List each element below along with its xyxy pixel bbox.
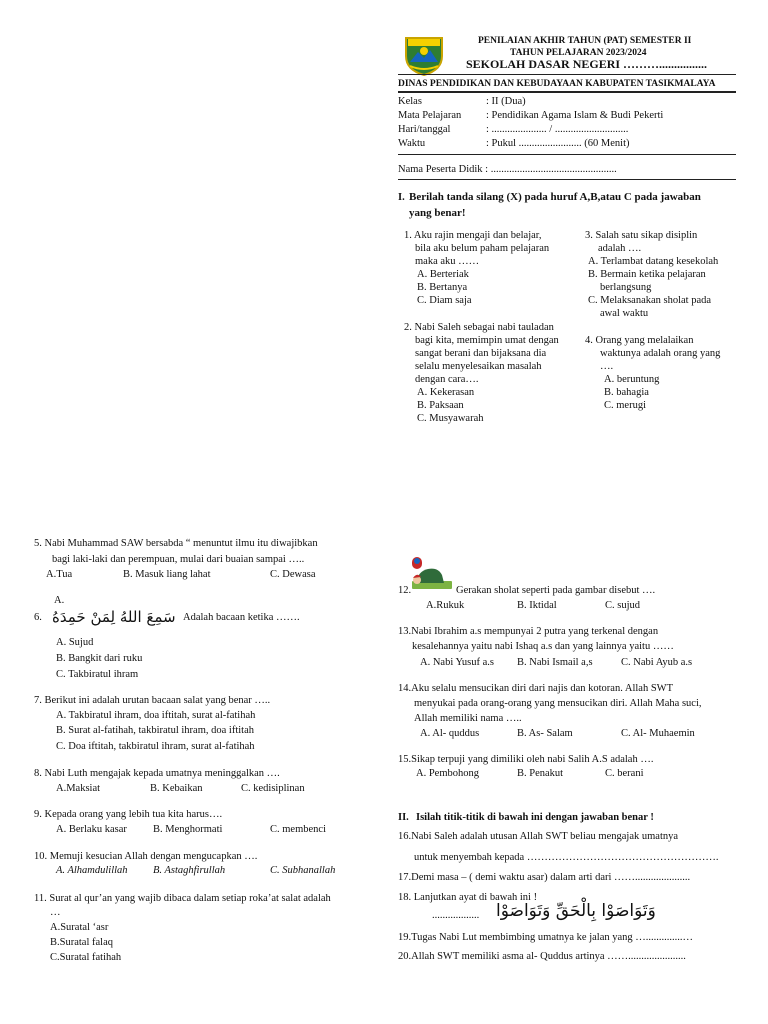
q15-option-b[interactable]: B. Penakut <box>517 768 564 779</box>
dinas-name: DINAS PENDIDIKAN DAN KEBUDAYAAN KABUPATEN TASIKMALAYA <box>398 79 716 89</box>
kelas-label: Kelas <box>398 96 422 107</box>
q11-option-b[interactable]: B.Suratal falaq <box>50 937 113 948</box>
q5-option-c[interactable]: C. Dewasa <box>270 569 316 580</box>
kelas-value: : II (Dua) <box>486 96 526 107</box>
q5-line2: bagi laki-laki dan perempuan, mulai dari buaian sampai ….. <box>52 554 305 565</box>
q9-option-b[interactable]: B. Menghormati <box>153 824 223 835</box>
q5-option-a[interactable]: A.Tua <box>46 569 73 580</box>
q4-option-a[interactable]: A. beruntung <box>604 374 660 385</box>
q1-line3: maka aku …… <box>415 256 480 267</box>
exam-title: PENILAIAN AKHIR TAHUN (PAT) SEMESTER II <box>478 36 692 46</box>
q16-line1: 16.Nabi Saleh adalah utusan Allah SWT beliau mengajak umatnya <box>398 831 679 842</box>
header-divider <box>398 74 736 75</box>
q19-question: 19.Tugas Nabi Lut membimbing umatnya ke jalan yang …..............… <box>398 932 694 943</box>
q13-line1: 13.Nabi Ibrahim a.s mempunyai 2 putra yang terkenal dengan <box>398 626 659 637</box>
q6-option-b[interactable]: B. Bangkit dari ruku <box>56 653 143 664</box>
q14-option-a[interactable]: A. Al- quddus <box>420 728 480 739</box>
q6-option-c[interactable]: C. Takbiratul ihram <box>56 669 139 680</box>
q2-line5: dengan cara…. <box>415 374 479 385</box>
q4-line2: waktunya adalah orang yang <box>600 348 721 359</box>
academic-year: TAHUN PELAJARAN 2023/2024 <box>510 48 647 58</box>
q5-stray-label: A. <box>54 595 65 606</box>
q14-line1: 14.Aku selalu mensucikan diri dari najis dan kotoran. Allah SWT <box>398 683 673 694</box>
q1-option-a[interactable]: A. Berteriak <box>417 269 469 280</box>
q7-option-b[interactable]: B. Surat al-fatihah, takbiratul ihram, doa iftitah <box>56 725 254 736</box>
q4-option-b[interactable]: B. bahagia <box>604 387 649 398</box>
section2-number: II. <box>398 812 409 823</box>
q9-question: 9. Kepada orang yang lebih tua kita harus…. <box>34 809 223 820</box>
q5-option-b[interactable]: B. Masuk liang lahat <box>123 569 211 580</box>
mapel-value: : Pendidikan Agama Islam & Budi Pekerti <box>486 110 664 121</box>
q11-option-c[interactable]: C.Suratal fatihah <box>50 952 122 963</box>
q10-question: 10. Memuji kesucian Allah dengan mengucapkan …. <box>34 851 258 862</box>
q8-option-a[interactable]: A.Maksiat <box>56 783 101 794</box>
q11-option-a[interactable]: A.Suratal ‘asr <box>50 922 109 933</box>
q13-option-a[interactable]: A. Nabi Yusuf a.s <box>420 657 494 668</box>
q2-line2: bagi kita, memimpin umat dengan <box>415 335 559 346</box>
q3-option-b[interactable]: B. Bermain ketika pelajaran <box>588 269 706 280</box>
q7-option-c[interactable]: C. Doa iftitah, takbiratul ihram, surat al-fatihah <box>56 741 255 752</box>
q14-line3: Allah memiliki nama ….. <box>414 713 522 724</box>
q11-line2: … <box>50 907 61 918</box>
section1-number: I. <box>398 192 405 203</box>
q18-arabic-verse: وَتَوَاصَوْا بِالْحَقِّ وَتَوَاصَوْا <box>496 901 656 921</box>
q13-option-b[interactable]: B. Nabi Ismail a,s <box>517 657 593 668</box>
q1-line1: 1. Aku rajin mengaji dan belajar, <box>404 230 542 241</box>
q8-question: 8. Nabi Luth mengajak kepada umatnya meninggalkan …. <box>34 768 280 779</box>
q5-line1: 5. Nabi Muhammad SAW bersabda “ menuntut ilmu itu diwajibkan <box>34 538 318 549</box>
hari-value: : ..................... / ............................ <box>486 124 629 135</box>
q4-option-c[interactable]: C. merugi <box>604 400 646 411</box>
q17-question: 17.Demi masa – ( demi waktu asar) dalam arti dari ……..................... <box>398 872 691 883</box>
mapel-label: Mata Pelajaran <box>398 110 462 121</box>
waktu-label: Waktu <box>398 138 426 149</box>
sujud-illustration <box>404 553 454 593</box>
q1-line2: bila aku belum paham pelajaran <box>415 243 550 254</box>
q9-option-a[interactable]: A. Berlaku kasar <box>56 824 127 835</box>
q2-option-c[interactable]: C. Musyawarah <box>417 413 484 424</box>
q10-option-a[interactable]: A. Alhamdulillah <box>56 865 128 876</box>
nama-divider <box>398 179 736 180</box>
q14-option-b[interactable]: B. As- Salam <box>517 728 573 739</box>
q4-line1: 4. Orang yang melalaikan <box>585 335 694 346</box>
q6-question: Adalah bacaan ketika ……. <box>183 612 300 623</box>
q3-option-b-cont: berlangsung <box>600 282 652 293</box>
q4-line3: …. <box>600 361 614 372</box>
q7-question: 7. Berikut ini adalah urutan bacaan salat yang benar ….. <box>34 695 271 706</box>
hari-label: Hari/tanggal <box>398 124 451 135</box>
q12-question: Gerakan sholat seperti pada gambar disebut …. <box>456 585 656 596</box>
waktu-value: : Pukul ........................ (60 Menit) <box>486 138 630 149</box>
q20-question: 20.Allah SWT memiliki asma al- Quddus artinya ……...................... <box>398 951 686 962</box>
q3-option-a[interactable]: A. Terlambat datang kesekolah <box>588 256 719 267</box>
q2-line4: selalu menyelesaikan masalah <box>415 361 542 372</box>
header-divider-2 <box>398 91 736 93</box>
section1-instruction-2: yang benar! <box>409 207 466 219</box>
q13-line2: kesalehannya yaitu nabi Ishaq a.s dan yang lainnya yaitu …… <box>412 641 674 652</box>
q10-option-b[interactable]: B. Astaghfirullah <box>153 865 226 876</box>
q6-number: 6. <box>34 612 42 623</box>
q3-line2: adalah …. <box>598 243 642 254</box>
q2-option-a[interactable]: A. Kekerasan <box>417 387 475 398</box>
q3-line1: 3. Salah satu sikap disiplin <box>585 230 698 241</box>
q6-arabic-text: سَمِعَ اللهُ لِمَنْ حَمِدَهُ <box>52 608 176 626</box>
q13-option-c[interactable]: C. Nabi Ayub a.s <box>621 657 693 668</box>
school-logo <box>402 34 446 76</box>
q6-option-a[interactable]: A. Sujud <box>56 637 94 648</box>
section2-instruction: Isilah titik-titik di bawah ini dengan jawaban benar ! <box>416 812 654 823</box>
q2-line3: sangat berani dan bijaksana dia <box>415 348 547 359</box>
q12-number: 12. <box>398 585 412 596</box>
q15-option-c[interactable]: C. berani <box>605 768 644 779</box>
section1-instruction: Berilah tanda silang (X) pada huruf A,B,atau C pada jawaban <box>409 191 701 203</box>
q11-line1: 11. Surat al qur’an yang wajib dibaca dalam setiap roka’at salat adalah <box>34 893 331 904</box>
q10-option-c[interactable]: C. Subhanallah <box>270 865 336 876</box>
q8-option-c[interactable]: C. kedisiplinan <box>241 783 305 794</box>
nama-peserta: Nama Peserta Didik : ................................................ <box>398 164 617 175</box>
info-divider <box>398 154 736 155</box>
q16-line2: untuk menyembah kepada ………………………………………………. <box>414 852 719 863</box>
school-name: SEKOLAH DASAR NEGERI ………................ <box>466 57 708 71</box>
q15-option-a[interactable]: A. Pembohong <box>416 768 479 779</box>
q18-answer-blank[interactable]: .................. <box>432 910 480 921</box>
q2-line1: 2. Nabi Saleh sebagai nabi tauladan <box>404 322 554 333</box>
q3-option-c[interactable]: C. Melaksanakan sholat pada <box>588 295 712 306</box>
q1-option-c[interactable]: C. Diam saja <box>417 295 472 306</box>
q1-option-b[interactable]: B. Bertanya <box>417 282 468 293</box>
q12-option-a[interactable]: A.Rukuk <box>426 600 465 611</box>
q18-question: 18. Lanjutkan ayat di bawah ini ! <box>398 892 538 903</box>
q12-option-c[interactable]: C. sujud <box>605 600 641 611</box>
q7-option-a[interactable]: A. Takbiratul ihram, doa iftitah, surat al-fatihah <box>56 710 256 721</box>
q9-option-c[interactable]: C. membenci <box>270 824 326 835</box>
q3-option-c-cont: awal waktu <box>600 308 649 319</box>
q14-line2: menyukai pada orang-orang yang mensucikan diri. Allah Maha suci, <box>414 698 702 709</box>
q14-option-c[interactable]: C. Al- Muhaemin <box>621 728 695 739</box>
q8-option-b[interactable]: B. Kebaikan <box>150 783 203 794</box>
q15-question: 15.Sikap terpuji yang dimiliki oleh nabi Salih A.S adalah …. <box>398 754 654 765</box>
q2-option-b[interactable]: B. Paksaan <box>417 400 464 411</box>
q12-option-b[interactable]: B. Iktidal <box>517 600 557 611</box>
